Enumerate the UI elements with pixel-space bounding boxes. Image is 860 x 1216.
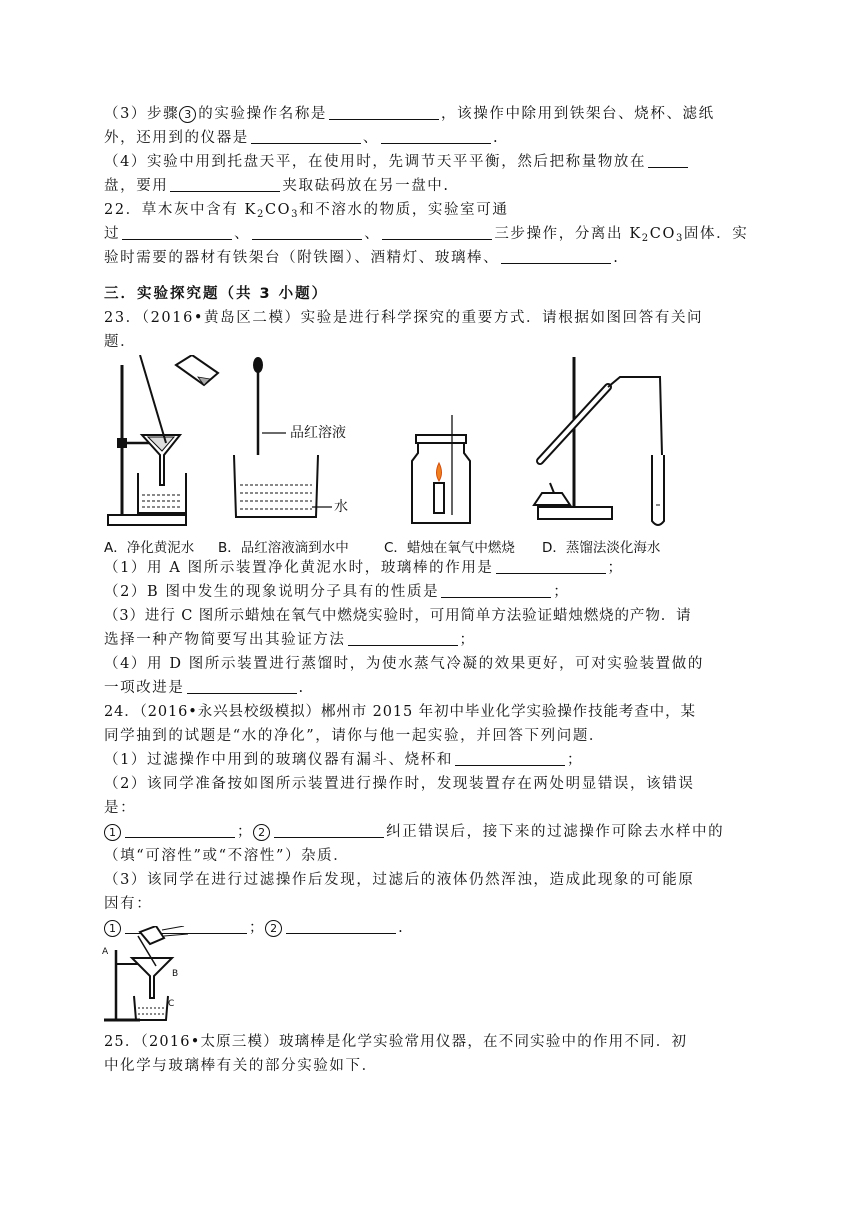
glass-rod — [140, 355, 166, 443]
label-b: B — [172, 969, 179, 979]
section-heading: 三．实验探究题（共 3 小题） — [104, 286, 329, 302]
answer-blank[interactable] — [441, 583, 551, 598]
pouring-beaker — [176, 355, 218, 385]
candle-flame — [437, 463, 442, 481]
label-water: 水 — [334, 499, 348, 515]
q22-line2: 过 、 、 三步操作，分离出 $K_2CO_3$固体．实 — [104, 226, 749, 244]
alcohol-lamp — [534, 493, 570, 505]
q22-line3: 验时需要的器材有铁架台（附铁圈）、酒精灯、玻璃棒、 . — [104, 250, 620, 266]
pouring-beaker — [140, 926, 164, 944]
answer-blank[interactable] — [251, 129, 361, 144]
q24-part3-line1: （3）该同学在进行过滤操作后发现，过滤后的液体仍然浑浊，造成此现象的可能原 — [104, 872, 695, 888]
caption-d: D．蒸馏法淡化海水 — [542, 540, 661, 556]
q23-apparatus-figure — [100, 355, 700, 533]
q21-part3-line2: 外，还用到的仪器是 、 . — [104, 130, 500, 146]
q24-part2-line2: 是： — [104, 800, 137, 816]
q24-part2-line3: 1 ； 2 纠正错误后，接下来的过滤操作可除去水样中的 — [104, 822, 756, 842]
q23-part3-line1: （3）进行 C 图所示蜡烛在氧气中燃烧实验时，可用简单方法验证蜡烛燃烧的产物．请 — [104, 608, 692, 624]
candle — [434, 483, 444, 513]
collecting-tube — [652, 455, 664, 525]
q24-stem-line2: 同学抽到的试题是“水的净化”，请你与他一起实验，并回答下列问题． — [104, 728, 606, 744]
answer-blank[interactable] — [274, 823, 384, 838]
q25-stem-line1: 25．（2016•太原三模）玻璃棒是化学实验常用仪器，在不同实验中的作用不同．初 — [104, 1034, 688, 1050]
caption-a: A．净化黄泥水 — [104, 540, 195, 556]
answer-blank[interactable] — [122, 225, 232, 240]
answer-blank[interactable] — [252, 225, 362, 240]
stand-base — [108, 515, 186, 525]
q23-stem-line2: 题． — [104, 334, 137, 350]
q23-part3-line2: 选择一种产物简要写出其验证方法 ； — [104, 632, 476, 648]
caption-b: B．品红溶液滴到水中 — [218, 540, 349, 556]
item-number-circle: 2 — [265, 920, 282, 937]
q21-part4-line1: （4）实验中用到托盘天平，在使用时，先调节天平平衡，然后把称量物放在 — [104, 152, 756, 172]
q24-part2-line1: （2）该同学准备按如图所示装置进行操作时，发现装置存在两处明显错误，该错误 — [104, 776, 695, 792]
q24-part3-line2: 因有： — [104, 896, 153, 912]
q23-stem-line1: 23．（2016•黄岛区二模）实验是进行科学探究的重要方式．请根据如图回答有关问 — [104, 310, 704, 326]
answer-blank[interactable] — [381, 129, 491, 144]
answer-blank[interactable] — [170, 177, 280, 192]
answer-blank[interactable] — [329, 105, 439, 120]
item-number-circle: 1 — [104, 824, 121, 841]
q21-part4-line2: 盘，要用 夹取砝码放在另一盘中. — [104, 178, 450, 194]
q21-part3-line1: （3）步骤 3 的实验操作名称是 ，该操作中除用到铁架台、烧杯、滤纸 — [104, 106, 715, 122]
q22-line1: 22．草木灰中含有 $K_2CO_3$和不溶水的物质，实验室可通 — [104, 202, 509, 220]
answer-blank[interactable] — [455, 751, 565, 766]
label-c: C — [168, 999, 175, 1009]
answer-blank[interactable] — [187, 679, 297, 694]
q23-part2: （2）B 图中发生的现象说明分子具有的性质是 ； — [104, 584, 570, 600]
caption-c: C．蜡烛在氧气中燃烧 — [384, 540, 515, 556]
item-number-circle: 2 — [253, 824, 270, 841]
q24-filtration-figure — [100, 926, 200, 1026]
beaker-b — [234, 455, 318, 517]
step-number-circle: 3 — [179, 106, 196, 123]
answer-blank[interactable] — [125, 823, 235, 838]
answer-blank[interactable] — [501, 249, 611, 264]
answer-blank[interactable] — [382, 225, 492, 240]
funnel — [132, 958, 172, 998]
answer-blank[interactable] — [286, 919, 396, 934]
q23-part1: （1）用 A 图所示装置净化黄泥水时，玻璃棒的作用是 ； — [104, 560, 624, 576]
q24-part1: （1）过滤操作中用到的玻璃仪器有漏斗、烧杯和 ； — [104, 752, 584, 768]
q25-stem-line2: 中化学与玻璃棒有关的部分实验如下． — [104, 1058, 378, 1074]
label-a: A — [102, 947, 109, 957]
answer-blank[interactable] — [348, 631, 458, 646]
q24-part3-line3: 1 ； 2 . — [104, 918, 756, 938]
q23-part4-line2: 一项改进是 . — [104, 680, 305, 696]
item-number-circle: 1 — [104, 920, 121, 937]
q24-stem-line1: 24．（2016•永兴县校级模拟）郴州市 2015 年初中毕业化学实验操作技能考查中，某 — [104, 704, 696, 720]
stand-base-d — [538, 507, 612, 519]
label-dye: 品红溶液 — [290, 425, 346, 441]
answer-blank[interactable] — [648, 153, 688, 168]
answer-blank[interactable] — [496, 559, 606, 574]
q24-part2-line4: （填“可溶性”或“不溶性”）杂质． — [104, 848, 350, 864]
q23-part4-line1: （4）用 D 图所示装置进行蒸馏时，为使水蒸气冷凝的效果更好，可对实验装置做的 — [104, 656, 704, 672]
